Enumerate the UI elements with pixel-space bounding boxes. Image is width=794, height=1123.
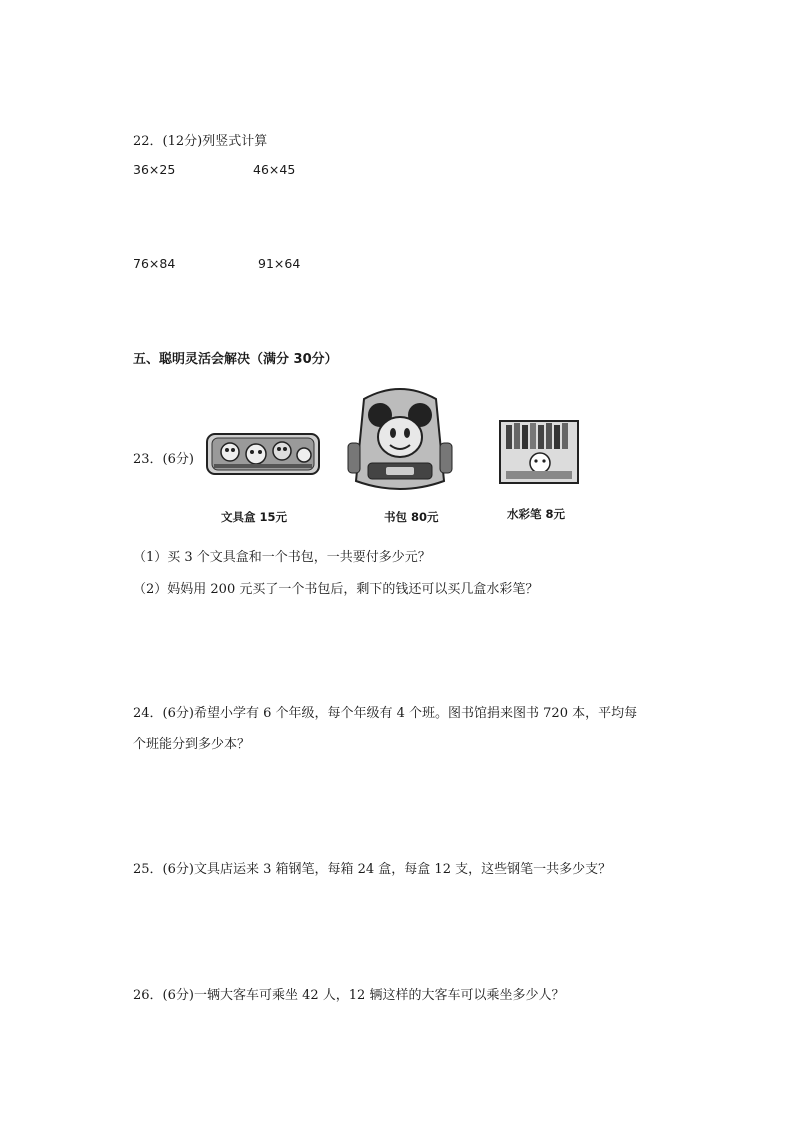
q22-expr-3: 76×84 [133, 256, 176, 271]
q26-text: 26．(6分)一辆大客车可乘坐 42 人，12 辆这样的大客车可以乘坐多少人？ [133, 988, 565, 1003]
backpack-image [346, 385, 454, 497]
backpack-caption: 书包 80元 [384, 510, 439, 524]
q22-title: 22．(12分)列竖式计算 [133, 134, 268, 149]
q22-expr-1: 36×25 [133, 162, 176, 177]
q23-label: 23．(6分) [133, 452, 194, 467]
section-5-title: 五、聪明灵活会解决（满分 30分） [133, 352, 338, 367]
pencil-case-image [204, 428, 322, 480]
q23-sub-2: （2）妈妈用 200 元买了一个书包后，剩下的钱还可以买几盒水彩笔？ [133, 582, 539, 597]
q25-text: 25．(6分)文具店运来 3 箱钢笔，每箱 24 盒，每盒 12 支，这些钢笔一共多少支？ [133, 862, 612, 877]
watercolor-pens-image [498, 415, 580, 485]
pencil-case-caption: 文具盒 15元 [221, 510, 288, 524]
watercolor-pens-caption: 水彩笔 8元 [507, 507, 566, 521]
q24-line-1: 24．(6分)希望小学有 6 个年级，每个年级有 4 个班。图书馆捐来图书 720 本，平均每 [133, 706, 638, 721]
q22-expr-4: 91×64 [258, 256, 301, 271]
q22-expr-2: 46×45 [253, 162, 296, 177]
q23-sub-1: （1）买 3 个文具盒和一个书包，一共要付多少元？ [133, 550, 431, 565]
q24-line-2: 个班能分到多少本？ [133, 737, 251, 752]
